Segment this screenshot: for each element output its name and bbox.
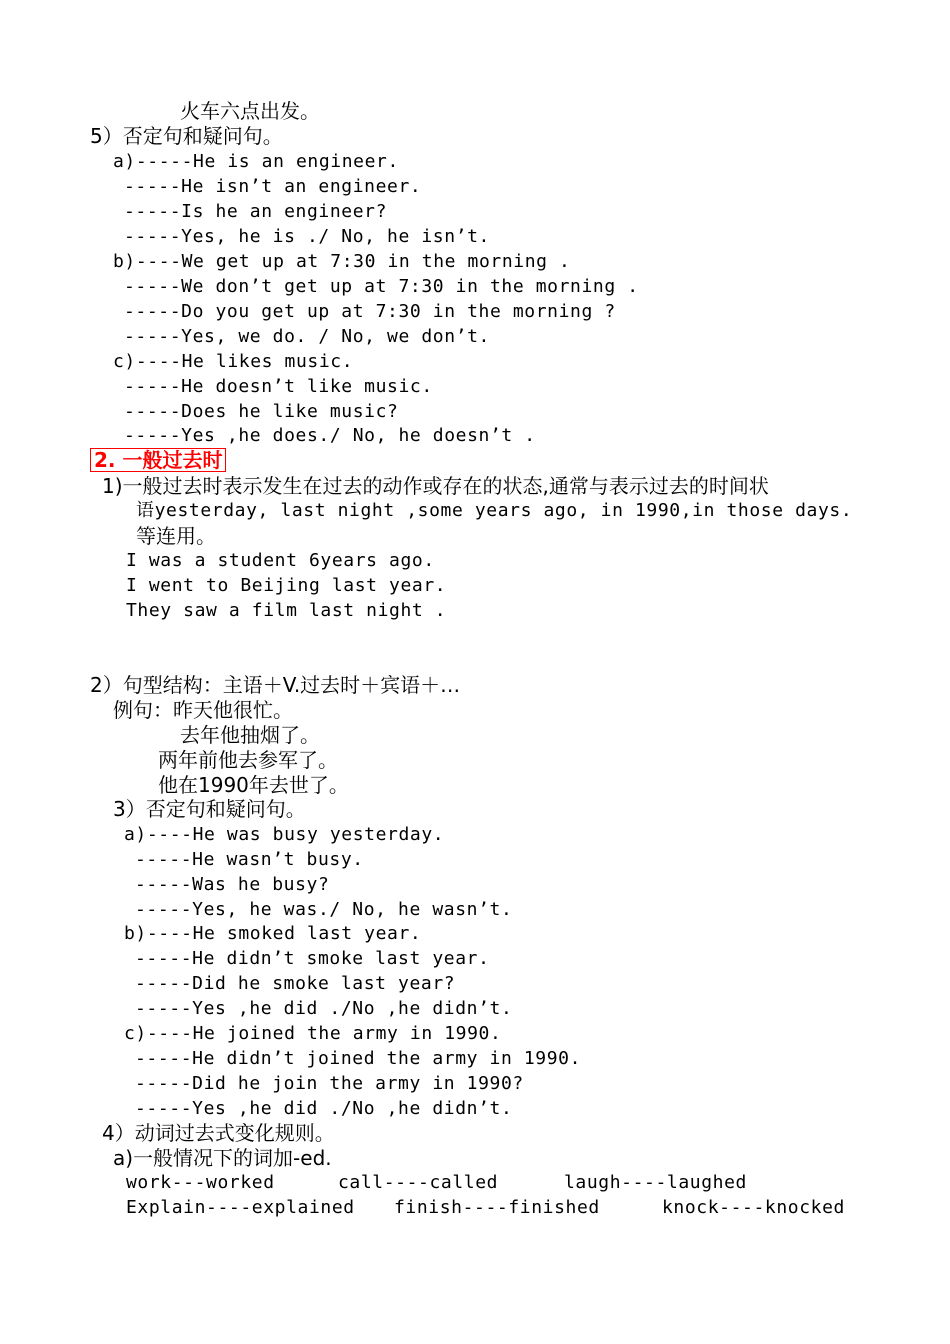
text-line: 4）动词过去式变化规则。 (102, 1121, 335, 1145)
text-line: 1)一般过去时表示发生在过去的动作或存在的状态,通常与表示过去的时间状 (102, 474, 769, 498)
text-line: -----Yes ,he does./ No, he doesn’t . (124, 425, 536, 446)
text-line: laugh----laughed (564, 1172, 747, 1193)
text-line: c)----He joined the army in 1990. (124, 1023, 502, 1044)
text-line: 语yesterday, last night ,some years ago, in 1990,in those days. (136, 500, 853, 521)
text-line: -----He doesn’t like music. (124, 376, 433, 397)
text-line: call----called (338, 1172, 499, 1193)
text-line: a)-----He is an engineer. (113, 151, 399, 172)
text-line: -----Did he smoke last year? (135, 973, 456, 994)
text-line: -----Do you get up at 7:30 in the morning ? (124, 301, 616, 322)
text-line: 5）否定句和疑问句。 (90, 124, 283, 148)
text-line: They saw a film last night . (126, 600, 447, 621)
text-line: -----Yes ,he did ./No ,he didn’t. (135, 998, 513, 1019)
text-line: a)----He was busy yesterday. (124, 824, 445, 845)
text-line: -----Is he an engineer? (124, 201, 388, 222)
text-line: I went to Beijing last year. (126, 575, 447, 596)
text-line: Explain----explained (126, 1197, 355, 1218)
text-line: -----Yes, he was./ No, he wasn’t. (135, 899, 513, 920)
text-line: c)----He likes music. (113, 351, 354, 372)
text-line: 他在1990年去世了。 (158, 773, 349, 797)
text-line: b)----He smoked last year. (124, 923, 422, 944)
text-line: I was a student 6years ago. (126, 550, 435, 571)
text-line: 等连用。 (136, 524, 216, 548)
text-line: 两年前他去参军了。 (158, 748, 338, 772)
text-line: -----Yes, he is ./ No, he isn’t. (124, 226, 490, 247)
text-line: 2）句型结构：主语＋V.过去时＋宾语＋… (90, 673, 461, 697)
text-line: -----He didn’t smoke last year. (135, 948, 490, 969)
text-line: -----Was he busy? (135, 874, 330, 895)
text-line: knock----knocked (662, 1197, 845, 1218)
text-line: -----Yes, we do. / No, we don’t. (124, 326, 490, 347)
text-line: -----He isn’t an engineer. (124, 176, 422, 197)
text-line: 例句：昨天他很忙。 (113, 698, 293, 722)
text-line: -----He wasn’t busy. (135, 849, 364, 870)
text-line: -----We don’t get up at 7:30 in the morning . (124, 276, 639, 297)
section-heading: 2. 一般过去时 (90, 448, 226, 472)
text-line: -----Does he like music? (124, 401, 399, 422)
text-line: work---worked (126, 1172, 275, 1193)
text-line: a)一般情况下的词加-ed. (113, 1146, 332, 1170)
text-line: finish----finished (394, 1197, 600, 1218)
text-line: b)----We get up at 7:30 in the morning . (113, 251, 571, 272)
text-line: 去年他抽烟了。 (180, 723, 320, 747)
text-line: -----He didn’t joined the army in 1990. (135, 1048, 582, 1069)
text-line: -----Yes ,he did ./No ,he didn’t. (135, 1098, 513, 1119)
text-line: 3）否定句和疑问句。 (113, 797, 306, 821)
text-line: -----Did he join the army in 1990? (135, 1073, 524, 1094)
text-line: 火车六点出发。 (180, 99, 320, 123)
